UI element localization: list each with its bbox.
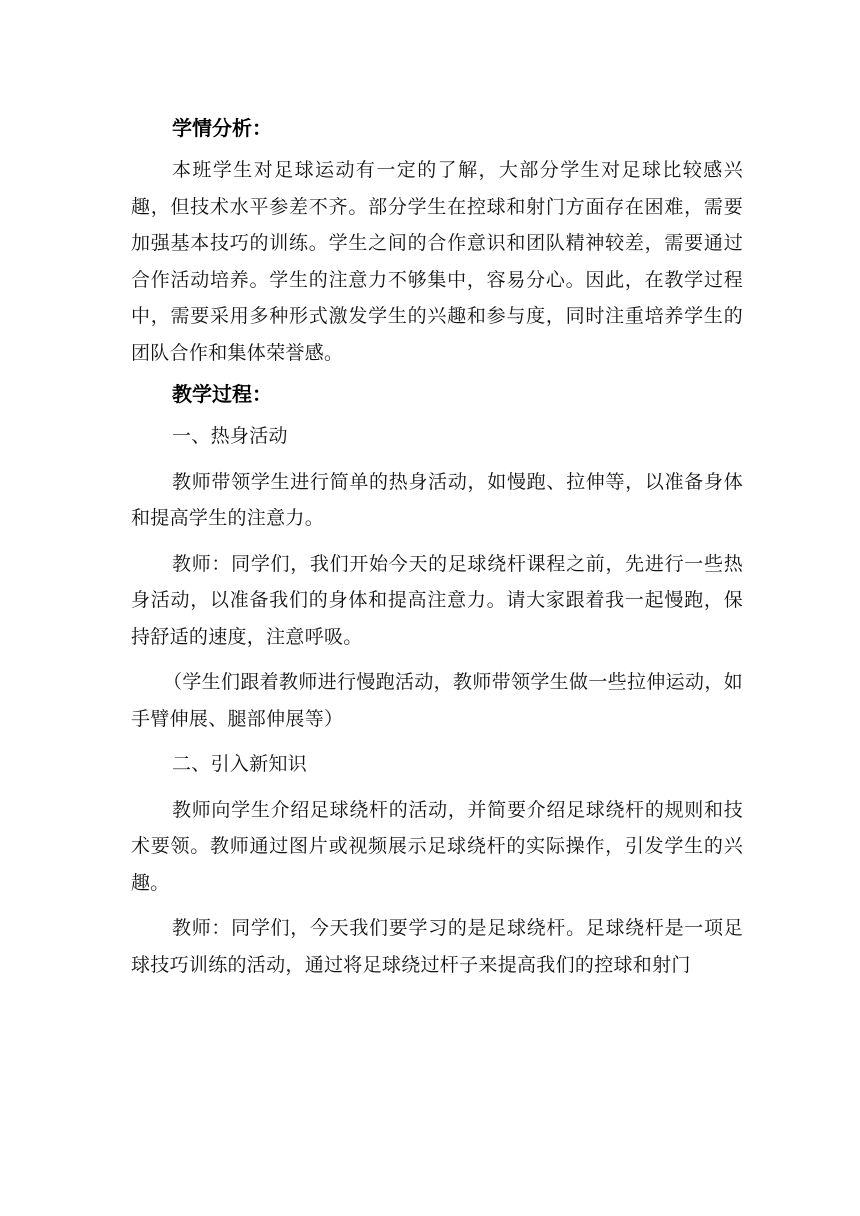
step2-title: 二、引入新知识 [172, 753, 308, 775]
step1-dialog: 教师：同学们，我们开始今天的足球绕杆课程之前，先进行一些热身活动，以准备我们的身体和提高注意力。请大家跟着我一起慢跑，保持舒适的速度，注意呼吸。 [131, 552, 743, 648]
process-heading: 教学过程： [172, 382, 272, 406]
step1-paragraph: 教师带领学生进行简单的热身活动，如慢跑、拉伸等，以准备身体和提高学生的注意力。 [131, 470, 743, 529]
analysis-heading: 学情分析： [172, 116, 272, 140]
step2-dialog: 教师：同学们，今天我们要学习的是足球绕杆。足球绕杆是一项足球技巧训练的活动，通过将足球绕过杆子来提高我们的控球和射门 [131, 917, 743, 976]
step2-paragraph: 教师向学生介绍足球绕杆的活动，并简要介绍足球绕杆的规则和技术要领。教师通过图片或视频展示足球绕杆的实际操作，引发学生的兴趣。 [131, 798, 743, 894]
document-page [131, 108, 743, 992]
analysis-paragraph: 本班学生对足球运动有一定的了解，大部分学生对足球比较感兴趣，但技术水平参差不齐。部分学生在控球和射门方面存在困难，需要加强基本技巧的训练。学生之间的合作意识和团队精神较差，需要通过合作活动培养。学生的注意力不够集中，容易分心。因此，在教学过程中，需要采用多种形式激发学生的兴趣和参与度，同时注重培养学生的团队合作和集体荣誉感。 [131, 159, 743, 364]
step1-title: 一、热身活动 [172, 425, 288, 447]
step1-note: （学生们跟着教师进行慢跑活动，教师带领学生做一些拉伸运动，如手臂伸展、腿部伸展等） [131, 671, 743, 730]
